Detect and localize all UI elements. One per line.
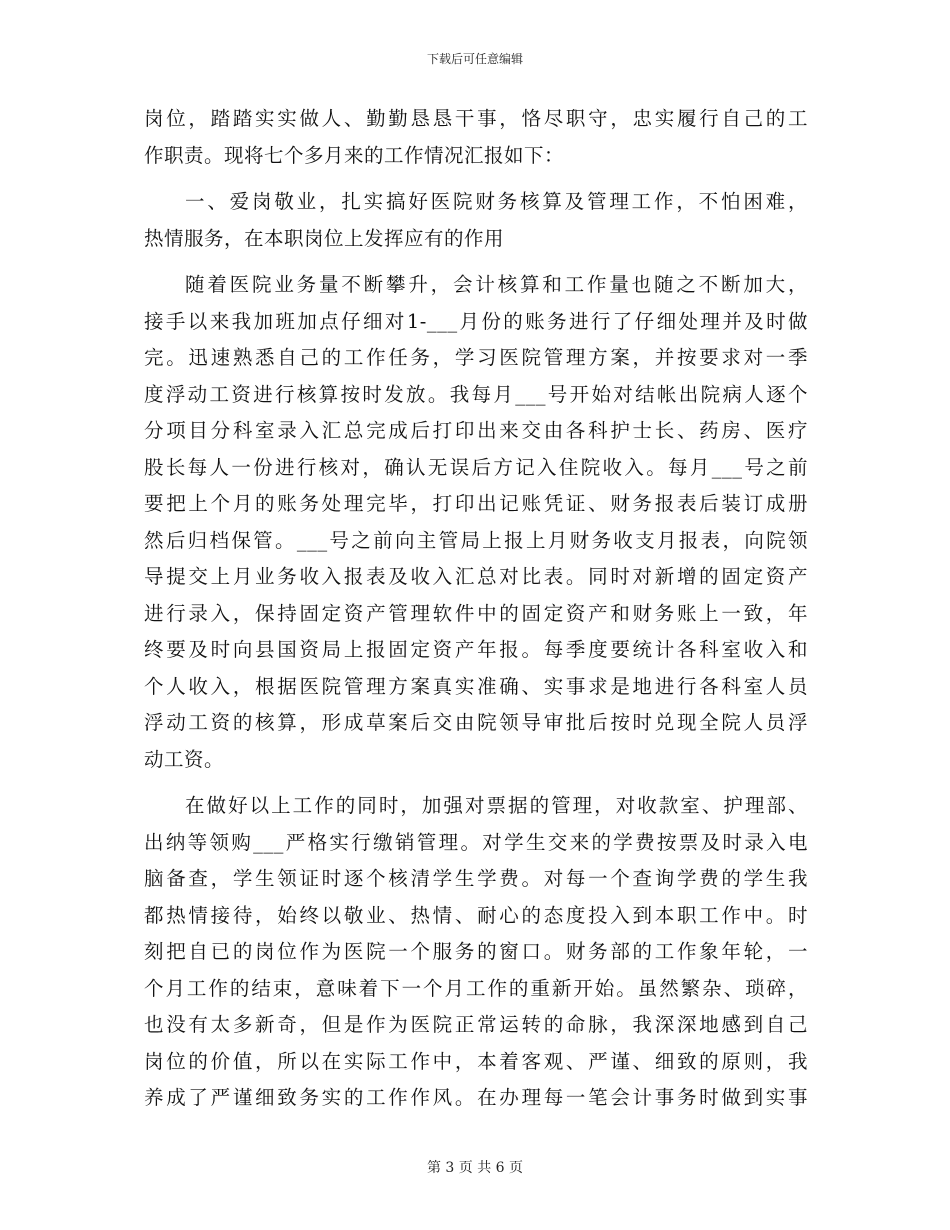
document-body	[144, 101, 808, 1117]
body-line: 个人收入，根据医院管理方案真实准确、实事求是地进行各科室人员	[144, 674, 808, 698]
body-line: 动工资。	[144, 747, 225, 771]
page-indicator: 第 3 页 共 6 页	[426, 1160, 524, 1176]
body-line: 股长每人一份进行核对，确认无误后方记入住院收入。每月___号之前	[144, 455, 808, 479]
body-line: 浮动工资的核算，形成草案后交由院领导审批后按时兑现全院人员浮	[144, 711, 808, 734]
body-line: 刻把自已的岗位作为医院一个服务的窗口。财务部的工作象年轮，一	[144, 940, 808, 963]
body-line: 分项目分科室录入汇总完成后打印出来交由各科护士长、药房、医疗	[144, 419, 808, 442]
body-line: 在做好以上工作的同时，加强对票据的管理，对收款室、护理部、	[185, 794, 808, 817]
section-heading-line: 热情服务，在本职岗位上发挥应有的作用	[144, 226, 505, 250]
body-line: 都热情接待，始终以敬业、热情、耐心的态度投入到本职工作中。时	[144, 903, 808, 927]
body-line: 导提交上月业务收入报表及收入汇总对比表。同时对新增的固定资产	[144, 565, 808, 588]
body-line: 进行录入，保持固定资产管理软件中的固定资产和财务账上一致，年	[144, 601, 808, 625]
body-line: 要把上个月的账务处理完毕，打印出记账凭证、财务报表后装订成册	[144, 492, 808, 515]
page-footer	[0, 1159, 950, 1177]
body-line: 养成了严谨细致务实的工作作风。在办理每一笔会计事务时做到实事	[144, 1086, 808, 1109]
body-line: 岗位，踏踏实实做人、勤勤恳恳干事，恪尽职守，忠实履行自己的工	[144, 107, 808, 130]
body-line: 脑备查，学生领证时逐个核清学生学费。对每一个查询学费的学生我	[144, 867, 808, 890]
header-note: 下载后可任意编辑	[426, 52, 523, 66]
body-line: 作职责。现将七个多月来的工作情况汇报如下：	[144, 143, 565, 167]
body-line: 随着医院业务量不断攀升，会计核算和工作量也随之不断加大，	[185, 273, 808, 296]
body-line: 然后归档保管。___号之前向主管局上报上月财务收支月报表，向院领	[144, 528, 808, 552]
body-line: 也没有太多新奇，但是作为医院正常运转的命脉，我深深地感到自己	[144, 1013, 808, 1036]
body-line: 接手以来我加班加点仔细对1-___月份的账务进行了仔细处理并及时做	[144, 309, 808, 333]
page-header	[0, 51, 950, 67]
body-line: 岗位的价值，所以在实际工作中，本着客观、严谨、细致的原则，我	[144, 1049, 808, 1073]
section-heading-line: 一、爱岗敬业，扎实搞好医院财务核算及管理工作，不怕困难，	[185, 190, 808, 213]
body-line: 出纳等领购___严格实行缴销管理。对学生交来的学费按票及时录入电	[144, 830, 808, 854]
body-line: 完。迅速熟悉自己的工作任务，学习医院管理方案，并按要求对一季	[144, 346, 808, 369]
body-line: 终要及时向县国资局上报固定资产年报。每季度要统计各科室收入和	[144, 638, 808, 661]
body-line: 度浮动工资进行核算按时发放。我每月___号开始对结帐出院病人逐个	[144, 382, 808, 406]
body-line: 个月工作的结束，意味着下一个月工作的重新开始。虽然繁杂、琐碎，	[144, 976, 808, 1000]
